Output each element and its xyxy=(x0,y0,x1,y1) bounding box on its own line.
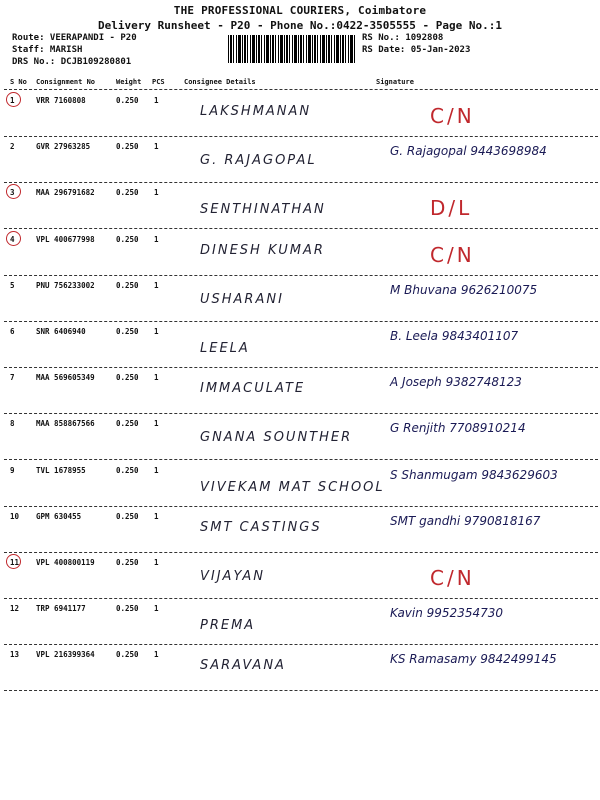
drs-label: DRS No.: DCJB109280801 xyxy=(12,57,132,67)
consignment-number: VPL 400677998 xyxy=(36,235,95,244)
col-pcs: PCS xyxy=(152,78,165,86)
signature: S Shanmugam 9843629603 xyxy=(390,468,558,482)
pcs-value: 1 xyxy=(154,650,159,659)
weight-value: 0.250 xyxy=(116,96,139,105)
row-separator xyxy=(4,136,598,137)
delivery-status: C/N xyxy=(430,566,475,590)
signature: G. Rajagopal 9443698984 xyxy=(390,144,547,158)
consignee-name: SENTHINATHAN xyxy=(200,202,326,217)
row-separator xyxy=(4,690,598,691)
row-separator xyxy=(4,321,598,322)
consignee-name: GNANA SOUNTHER xyxy=(200,430,353,445)
consignee-name: PREMA xyxy=(200,618,256,633)
consignment-number: VRR 7160808 xyxy=(36,96,86,105)
row-separator xyxy=(4,598,598,599)
serial-number: 4 xyxy=(10,235,15,244)
pcs-value: 1 xyxy=(154,466,159,475)
col-consignment: Consignment No xyxy=(36,78,96,86)
weight-value: 0.250 xyxy=(116,512,139,521)
serial-number: 1 xyxy=(10,96,15,105)
weight-value: 0.250 xyxy=(116,188,139,197)
serial-number: 9 xyxy=(10,466,15,475)
consignee-name: SMT CASTINGS xyxy=(200,520,322,535)
weight-value: 0.250 xyxy=(116,373,139,382)
row-separator xyxy=(4,413,598,414)
row-separator xyxy=(4,506,598,507)
consignee-name: LAKSHMANAN xyxy=(200,104,312,119)
route-label: Route: VEERAPANDI - P20 xyxy=(12,33,137,43)
row-separator xyxy=(4,182,598,183)
pcs-value: 1 xyxy=(154,281,159,290)
serial-number: 7 xyxy=(10,373,15,382)
delivery-status: C/N xyxy=(430,243,475,267)
serial-number: 5 xyxy=(10,281,15,290)
header-separator xyxy=(4,89,598,90)
signature: KS Ramasamy 9842499145 xyxy=(390,652,557,666)
weight-value: 0.250 xyxy=(116,604,139,613)
consignment-number: TVL 1678955 xyxy=(36,466,86,475)
pcs-value: 1 xyxy=(154,188,159,197)
weight-value: 0.250 xyxy=(116,327,139,336)
company-title: THE PROFESSIONAL COURIERS, Coimbatore xyxy=(173,4,427,17)
consignee-name: G. RAJAGOPAL xyxy=(200,153,317,168)
delivery-status: D/L xyxy=(430,196,473,220)
consignment-number: PNU 756233002 xyxy=(36,281,95,290)
signature: A Joseph 9382748123 xyxy=(390,375,522,389)
pcs-value: 1 xyxy=(154,512,159,521)
serial-number: 10 xyxy=(10,512,20,521)
signature: M Bhuvana 9626210075 xyxy=(390,283,538,297)
pcs-value: 1 xyxy=(154,327,159,336)
col-consignee: Consignee Details xyxy=(184,78,256,86)
signature: G Renjith 7708910214 xyxy=(390,421,526,435)
row-separator xyxy=(4,459,598,460)
weight-value: 0.250 xyxy=(116,281,139,290)
serial-number: 2 xyxy=(10,142,15,151)
consignment-number: VPL 216399364 xyxy=(36,650,95,659)
delivery-status: C/N xyxy=(430,104,475,128)
row-separator xyxy=(4,228,598,229)
rs-date-label: RS Date: 05-Jan-2023 xyxy=(362,45,471,55)
pcs-value: 1 xyxy=(154,419,159,428)
col-signature: Signature xyxy=(376,78,414,86)
consignment-number: GVR 27963285 xyxy=(36,142,91,151)
serial-number: 13 xyxy=(10,650,20,659)
consignment-number: TRP 6941177 xyxy=(36,604,86,613)
weight-value: 0.250 xyxy=(116,558,139,567)
consignee-name: DINESH KUMAR xyxy=(200,243,325,258)
consignment-number: SNR 6406940 xyxy=(36,327,86,336)
serial-number: 6 xyxy=(10,327,15,336)
consignee-name: VIVEKAM MAT SCHOOL xyxy=(200,480,385,495)
pcs-value: 1 xyxy=(154,96,159,105)
serial-number: 12 xyxy=(10,604,20,613)
consignment-number: GPM 630455 xyxy=(36,512,82,521)
consignment-number: MAA 296791682 xyxy=(36,188,95,197)
rs-no-label: RS No.: 1092808 xyxy=(362,33,444,43)
weight-value: 0.250 xyxy=(116,466,139,475)
consignee-name: USHARANI xyxy=(200,292,284,307)
consignee-name: LEELA xyxy=(200,341,250,356)
serial-number: 11 xyxy=(10,558,20,567)
signature: SMT gandhi 9790818167 xyxy=(390,514,541,528)
consignment-number: MAA 858867566 xyxy=(36,419,95,428)
runsheet-subtitle: Delivery Runsheet - P20 - Phone No.:0422-3505555 - Page No.:1 xyxy=(98,19,502,32)
consignment-number: MAA 569605349 xyxy=(36,373,95,382)
pcs-value: 1 xyxy=(154,558,159,567)
signature: Kavin 9952354730 xyxy=(390,606,503,620)
row-separator xyxy=(4,275,598,276)
col-weight: Weight xyxy=(116,78,142,86)
pcs-value: 1 xyxy=(154,373,159,382)
staff-label: Staff: MARISH xyxy=(12,45,83,55)
weight-value: 0.250 xyxy=(116,650,139,659)
serial-number: 3 xyxy=(10,188,15,197)
consignee-name: IMMACULATE xyxy=(200,381,306,396)
barcode xyxy=(228,35,356,63)
row-separator xyxy=(4,552,598,553)
col-sno: S No xyxy=(10,78,27,86)
signature: B. Leela 9843401107 xyxy=(390,329,519,343)
weight-value: 0.250 xyxy=(116,419,139,428)
weight-value: 0.250 xyxy=(116,142,139,151)
consignee-name: VIJAYAN xyxy=(200,569,266,584)
consignment-number: VPL 400800119 xyxy=(36,558,95,567)
serial-number: 8 xyxy=(10,419,15,428)
weight-value: 0.250 xyxy=(116,235,139,244)
row-separator xyxy=(4,367,598,368)
consignee-name: SARAVANA xyxy=(200,658,286,673)
pcs-value: 1 xyxy=(154,604,159,613)
pcs-value: 1 xyxy=(154,142,159,151)
row-separator xyxy=(4,644,598,645)
pcs-value: 1 xyxy=(154,235,159,244)
